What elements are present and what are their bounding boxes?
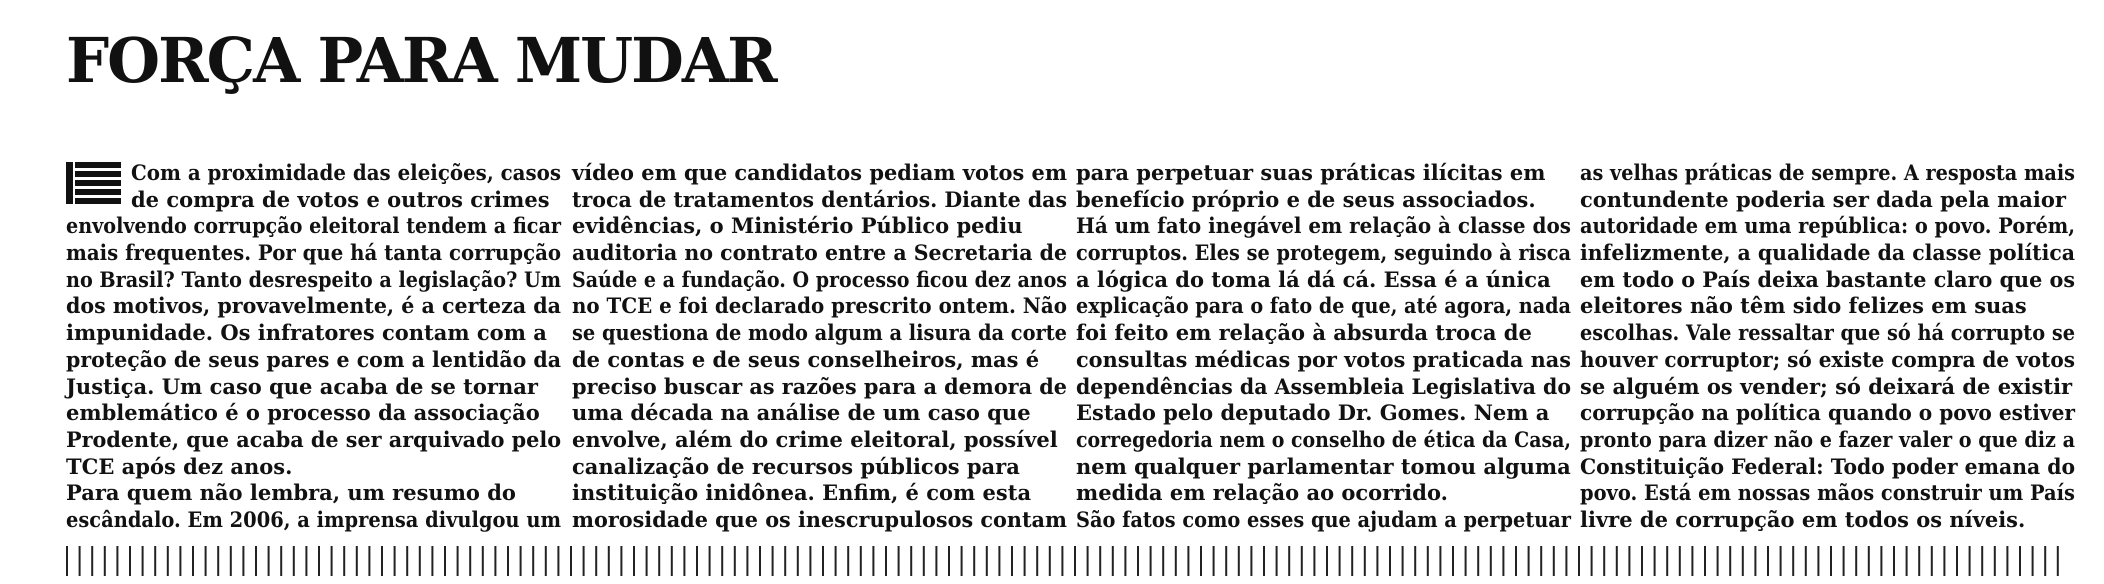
rule-tick [910, 546, 912, 576]
rule-tick [998, 546, 1000, 576]
rule-tick [1099, 546, 1101, 576]
rule-tick [368, 546, 370, 576]
text-line: em todo o País deixa bastante claro que os [1580, 266, 2076, 292]
rule-tick [1906, 546, 1908, 576]
text-line: medida em relação ao ocorrido. [1076, 480, 1448, 506]
text-line: eleitores não têm sido felizes em suas [1580, 293, 2027, 319]
rule-tick [570, 546, 572, 576]
rule-tick [872, 546, 874, 576]
text-line: povo. Está em nossas mãos construir um País [1580, 480, 2075, 506]
rule-tick [1036, 546, 1038, 576]
text-line: corruptos. Eles se protegem, seguindo à risca [1076, 240, 1571, 266]
rule-tick [1666, 546, 1668, 576]
rule-tick [1994, 546, 1996, 576]
text-line: Saúde e a fundação. O processo ficou dez anos [572, 266, 1068, 292]
text-line: dos motivos, provavelmente, é a certeza da [66, 293, 562, 319]
rule-tick [142, 546, 144, 576]
rule-tick [419, 546, 421, 576]
rule-tick [1931, 546, 1933, 576]
rule-tick [1087, 546, 1089, 576]
text-line: Estado pelo deputado Dr. Gomes. Nem a [1076, 400, 1550, 426]
text-line: preciso buscar as razões para a demora de [572, 373, 1067, 399]
rule-tick [671, 546, 673, 576]
rule-tick [1187, 546, 1189, 576]
text-line: consultas médicas por votos praticada nas [1076, 346, 1571, 372]
text-line: no TCE e foi declarado prescrito ontem. Não [572, 293, 1068, 319]
text-line: Há um fato inegável em relação à classe dos [1076, 213, 1571, 239]
rule-tick [129, 546, 131, 576]
rule-tick [2057, 546, 2059, 576]
rule-tick [1150, 546, 1152, 576]
rule-tick [2006, 546, 2008, 576]
text-line: pronto para dizer não e fazer valer o que diz a [1580, 426, 2076, 452]
rule-tick [1200, 546, 1202, 576]
rule-tick [230, 546, 232, 576]
rule-tick [1918, 546, 1920, 576]
rule-tick [545, 546, 547, 576]
text-line: livre de corrupção em todos os níveis. [1580, 506, 2026, 532]
rule-tick [1402, 546, 1404, 576]
rule-tick [898, 546, 900, 576]
rule-tick [1238, 546, 1240, 576]
rule-tick [331, 546, 333, 576]
rule-tick [2032, 546, 2034, 576]
rule-tick [1981, 546, 1983, 576]
text-line: se questiona de modo algum a lisura da corte [572, 320, 1067, 346]
rule-tick [431, 546, 433, 576]
rule-tick [1704, 546, 1706, 576]
text-line: infelizmente, a qualidade da classe política [1580, 240, 2075, 266]
rule-tick [482, 546, 484, 576]
rule-tick [923, 546, 925, 576]
rule-tick [1654, 546, 1656, 576]
rule-tick [2044, 546, 2046, 576]
rule-tick [1049, 546, 1051, 576]
rule-tick [1439, 546, 1441, 576]
text-line: foi feito em relação à absurda troca de [1076, 320, 1532, 346]
text-line: TCE após dez anos. [66, 453, 293, 479]
text-line: Prodente, que acaba de ser arquivado pelo [66, 426, 562, 452]
rule-tick [1137, 546, 1139, 576]
rule-tick [116, 546, 118, 576]
rule-tick [1553, 546, 1555, 576]
text-line: nem qualquer parlamentar tomou alguma [1076, 453, 1571, 479]
rule-tick [1679, 546, 1681, 576]
text-line: corrupção na política quando o povo estiver [1580, 400, 2076, 426]
rule-tick [986, 546, 988, 576]
rule-tick [633, 546, 635, 576]
rule-tick [1414, 546, 1416, 576]
text-line: benefício próprio e de seus associados. [1076, 186, 1536, 212]
rule-tick [734, 546, 736, 576]
rule-tick [1465, 546, 1467, 576]
text-line: Constituição Federal: Todo poder emana do [1580, 453, 2076, 479]
text-line: explicação para o fato de que, até agora, nada [1076, 293, 1571, 319]
rule-tick [772, 546, 774, 576]
rule-tick [797, 546, 799, 576]
rule-tick [1754, 546, 1756, 576]
rule-tick [1578, 546, 1580, 576]
rule-tick [1628, 546, 1630, 576]
rule-tick [1868, 546, 1870, 576]
rule-tick [1767, 546, 1769, 576]
text-line: impunidade. Os infratores contam com a [66, 320, 547, 346]
rule-tick [406, 546, 408, 576]
rule-tick [1074, 546, 1076, 576]
rule-tick [860, 546, 862, 576]
rule-tick [1124, 546, 1126, 576]
rule-tick [646, 546, 648, 576]
rule-tick [1591, 546, 1593, 576]
rule-tick [583, 546, 585, 576]
rule-tick [746, 546, 748, 576]
text-line: auditoria no contrato entre a Secretaria de [572, 240, 1068, 266]
text-line: de compra de votos e outros crimes [131, 186, 550, 212]
text-line: contundente poderia ser dada pela maior [1580, 186, 2066, 212]
text-line: uma década na análise de um caso que [572, 400, 1031, 426]
text-line: proteção de seus pares e com a lentidão da [66, 346, 561, 372]
rule-tick [1389, 546, 1391, 576]
text-line: dependências da Assembleia Legislativa do [1076, 373, 1572, 399]
text-line: vídeo em que candidatos pediam votos em [572, 160, 1068, 185]
text-line: Justiça. Um caso que acaba de se tornar [66, 373, 538, 399]
rule-tick [1717, 546, 1719, 576]
article-column-2 [572, 160, 1067, 534]
rule-tick [822, 546, 824, 576]
rule-tick [293, 546, 295, 576]
rule-tick [1011, 546, 1013, 576]
rule-tick [1162, 546, 1164, 576]
rule-tick [809, 546, 811, 576]
rule-tick [1351, 546, 1353, 576]
rule-tick [1691, 546, 1693, 576]
rule-tick [1893, 546, 1895, 576]
rule-tick [343, 546, 345, 576]
rule-tick [1263, 546, 1265, 576]
text-line: envolve, além do crime eleitoral, possível [572, 426, 1058, 452]
rule-tick [1729, 546, 1731, 576]
text-line: troca de tratamentos dentários. Diante das [572, 186, 1068, 212]
text-line: Com a proximidade das eleições, casos [131, 160, 562, 185]
rule-tick [1969, 546, 1971, 576]
rule-tick [1225, 546, 1227, 576]
rule-tick [1288, 546, 1290, 576]
rule-tick [1024, 546, 1026, 576]
rule-tick [1339, 546, 1341, 576]
text-line: corregedoria nem o conselho de ética da Casa, [1076, 426, 1572, 452]
article-column-4 [1580, 160, 2075, 534]
text-line: São fatos como esses que ajudam a perpetuar [1076, 506, 1572, 532]
article-column-1 [66, 160, 561, 534]
article-column-3 [1076, 160, 1571, 534]
rule-tick [759, 546, 761, 576]
rule-tick [1817, 546, 1819, 576]
rule-tick [394, 546, 396, 576]
rule-tick [1364, 546, 1366, 576]
rule-tick [1477, 546, 1479, 576]
bottom-tick-rule [66, 546, 2064, 576]
rule-tick [444, 546, 446, 576]
rule-tick [709, 546, 711, 576]
rule-tick [305, 546, 307, 576]
text-line: escolhas. Vale ressaltar que só há corrupto se [1580, 320, 2075, 346]
rule-tick [1490, 546, 1492, 576]
rule-tick [683, 546, 685, 576]
rule-tick [1855, 546, 1857, 576]
rule-tick [104, 546, 106, 576]
rule-tick [2019, 546, 2021, 576]
rule-tick [721, 546, 723, 576]
rule-tick [1805, 546, 1807, 576]
rule-tick [154, 546, 156, 576]
rule-tick [1843, 546, 1845, 576]
rule-tick [1376, 546, 1378, 576]
rule-tick [658, 546, 660, 576]
rule-tick [1427, 546, 1429, 576]
text-line: autoridade em uma república: o povo. Porém, [1580, 213, 2076, 239]
rule-tick [1616, 546, 1618, 576]
text-line: canalização de recursos públicos para [572, 453, 1020, 479]
rule-tick [973, 546, 975, 576]
rule-tick [1250, 546, 1252, 576]
rule-tick [784, 546, 786, 576]
rule-tick [255, 546, 257, 576]
rule-tick [507, 546, 509, 576]
rule-tick [1641, 546, 1643, 576]
rule-tick [356, 546, 358, 576]
rule-tick [847, 546, 849, 576]
rule-tick [469, 546, 471, 576]
rule-tick [1313, 546, 1315, 576]
text-line: morosidade que os inescrupulosos contam [572, 506, 1067, 532]
text-line: emblemático é o processo da associação [66, 400, 540, 426]
rule-tick [1452, 546, 1454, 576]
text-line: instituição inidônea. Enfim, é com esta [572, 480, 1032, 506]
text-line: escândalo. Em 2006, a imprensa divulgou um [66, 506, 562, 532]
text-line: houver corruptor; só existe compra de votos [1580, 346, 2076, 372]
text-line: no Brasil? Tanto desrespeito a legislação? Um [66, 266, 562, 292]
text-line: mais frequentes. Por que há tanta corrupção [66, 240, 561, 266]
rule-tick [885, 546, 887, 576]
rule-tick [1742, 546, 1744, 576]
rule-tick [1502, 546, 1504, 576]
rule-tick [948, 546, 950, 576]
rule-tick [1880, 546, 1882, 576]
rule-tick [1326, 546, 1328, 576]
rule-tick [961, 546, 963, 576]
rule-tick [696, 546, 698, 576]
rule-tick [192, 546, 194, 576]
rule-tick [1276, 546, 1278, 576]
rule-tick [179, 546, 181, 576]
text-line: para perpetuar suas práticas ilícitas em [1076, 160, 1546, 185]
text-line: evidências, o Ministério Público pediu [572, 213, 1023, 239]
rule-tick [1943, 546, 1945, 576]
rule-tick [1061, 546, 1063, 576]
rule-tick [835, 546, 837, 576]
rule-tick [1565, 546, 1567, 576]
rule-tick [66, 546, 68, 576]
rule-tick [935, 546, 937, 576]
rule-tick [280, 546, 282, 576]
rule-tick [91, 546, 93, 576]
rule-tick [1540, 546, 1542, 576]
rule-tick [1603, 546, 1605, 576]
rule-tick [205, 546, 207, 576]
rule-tick [1780, 546, 1782, 576]
rule-tick [532, 546, 534, 576]
rule-tick [608, 546, 610, 576]
text-line: de contas e de seus conselheiros, mas é [572, 346, 1040, 372]
rule-tick [1515, 546, 1517, 576]
rule-tick [494, 546, 496, 576]
rule-tick [1301, 546, 1303, 576]
rule-tick [167, 546, 169, 576]
rule-tick [268, 546, 270, 576]
rule-tick [595, 546, 597, 576]
rule-tick [620, 546, 622, 576]
rule-tick [242, 546, 244, 576]
rule-tick [79, 546, 81, 576]
text-line: Para quem não lembra, um resumo do [66, 480, 516, 506]
rule-tick [1528, 546, 1530, 576]
rule-tick [1830, 546, 1832, 576]
text-line: as velhas práticas de sempre. A resposta mais [1580, 160, 2075, 185]
text-line: se alguém os vender; só deixará de existir [1580, 373, 2073, 399]
rule-tick [557, 546, 559, 576]
rule-tick [318, 546, 320, 576]
rule-tick [217, 546, 219, 576]
headline: FORÇA PARA MUDAR [66, 24, 776, 97]
rule-tick [457, 546, 459, 576]
rule-tick [1956, 546, 1958, 576]
rule-tick [1792, 546, 1794, 576]
rule-tick [1175, 546, 1177, 576]
rule-tick [381, 546, 383, 576]
rule-tick [1213, 546, 1215, 576]
text-line: envolvendo corrupção eleitoral tendem a ficar [66, 213, 562, 239]
text-line: a lógica do toma lá dá cá. Essa é a única [1076, 266, 1551, 292]
rule-tick [520, 546, 522, 576]
rule-tick [1112, 546, 1114, 576]
